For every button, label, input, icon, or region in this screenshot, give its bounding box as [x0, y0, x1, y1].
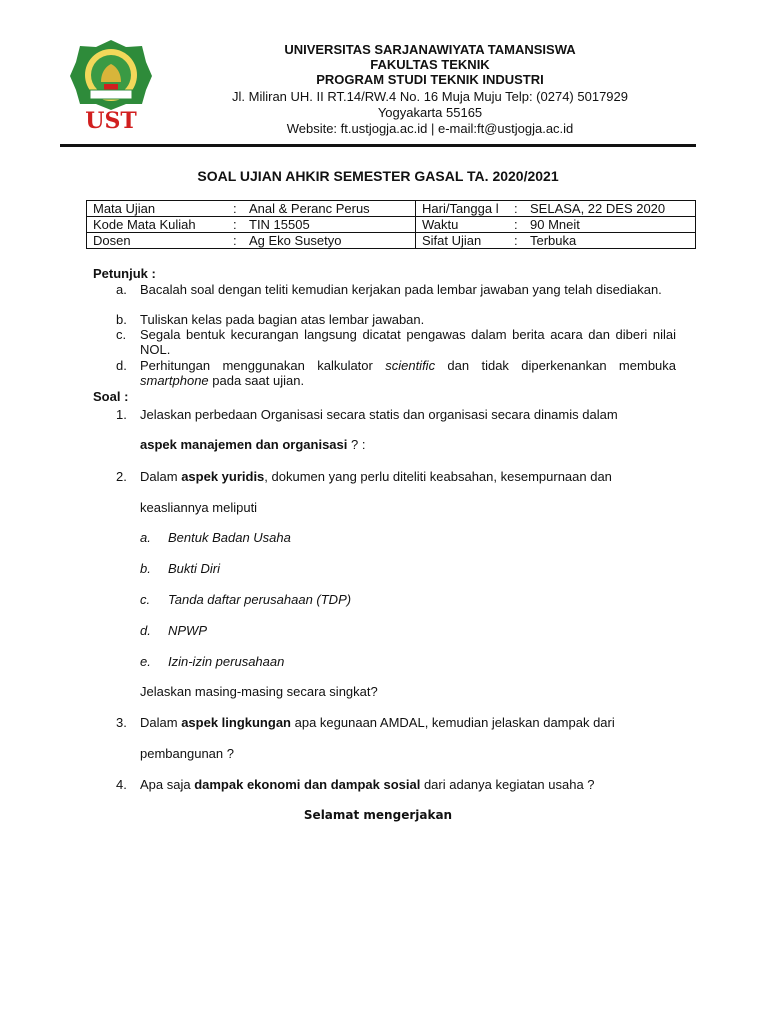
info-value: Ag Eko Susetyo — [249, 233, 342, 248]
instruction-marker: c. — [116, 327, 127, 342]
header-divider — [60, 144, 696, 147]
city: Yogyakarta 55165 — [377, 105, 483, 120]
question-1-line-2: aspek manajemen dan organisasi ? : — [140, 437, 366, 452]
info-key: Kode Mata Kuliah — [93, 217, 196, 232]
info-colon: : — [233, 233, 237, 248]
university-logo — [68, 38, 154, 134]
instruction-marker: a. — [116, 282, 127, 297]
exam-info-table — [86, 200, 696, 249]
instruction-text: Perhitungan menggunakan kalkulator scientific dan tidak diperkenankan membuka smartphone pada saat ujian. — [140, 358, 677, 388]
info-colon: : — [514, 233, 518, 248]
question-2-line-2: keasliannya meliputi — [140, 500, 258, 515]
instruction-marker: b. — [116, 312, 127, 327]
question-3 — [116, 715, 676, 730]
question-text: Dalam aspek yuridis, dokumen yang perlu diteliti keabsahan, kesempurnaan dan — [140, 469, 612, 484]
info-row — [87, 201, 696, 217]
instruction-item — [116, 282, 676, 297]
website: Website: ft.ustjogja.ac.id | e-mail:ft@ustjogja.ac.id — [286, 121, 574, 136]
info-colon: : — [233, 201, 237, 216]
sub-item: c. Tanda daftar perusahaan (TDP) — [140, 592, 352, 607]
info-value: TIN 15505 — [249, 217, 310, 232]
question-3-line-2: pembangunan ? — [140, 746, 234, 761]
instruction-marker: d. — [116, 358, 127, 373]
info-key: Mata Ujian — [93, 201, 156, 216]
instructions-label: Petunjuk : — [93, 266, 156, 281]
sub-item: b. Bukti Diri — [140, 561, 221, 576]
info-row — [87, 217, 696, 233]
instruction-text: Bacalah soal dengan teliti kemudian kerjakan pada lembar jawaban yang telah disediakan. — [140, 282, 662, 297]
sub-item: d. NPWP — [140, 623, 207, 638]
instruction-text: Tuliskan kelas pada bagian atas lembar jawaban. — [140, 312, 425, 327]
info-value: SELASA, 22 DES 2020 — [530, 201, 666, 216]
closing-text: Selamat mengerjakan — [303, 808, 453, 822]
question-marker: 3. — [116, 715, 127, 730]
faculty-name: FAKULTAS TEKNIK — [370, 57, 490, 72]
instruction-item — [116, 327, 676, 357]
address: Jl. Miliran UH. II RT.14/RW.4 No. 16 Muja Muju Telp: (0274) 5017929 — [232, 89, 628, 104]
program-name: PROGRAM STUDI TEKNIK INDUSTRI — [316, 72, 544, 87]
instruction-item — [116, 358, 676, 388]
questions-label: Soal : — [93, 389, 129, 404]
question-2-closing: Jelaskan masing-masing secara singkat? — [140, 684, 378, 699]
question-2 — [116, 469, 676, 484]
info-colon: : — [233, 217, 237, 232]
question-marker: 1. — [116, 407, 127, 422]
exam-title: SOAL UJIAN AHKIR SEMESTER GASAL TA. 2020/2021 — [197, 168, 559, 184]
question-text: Jelaskan perbedaan Organisasi secara statis dan organisasi secara dinamis dalam — [140, 407, 618, 422]
logo-text: UST — [85, 108, 137, 134]
question-text: Apa saja dampak ekonomi dan dampak sosial dari adanya kegiatan usaha ? — [140, 777, 595, 792]
sub-item: a. Bentuk Badan Usaha — [140, 530, 291, 545]
info-value: Terbuka — [530, 233, 577, 248]
info-key: Sifat Ujian — [422, 233, 482, 248]
info-value: 90 Mneit — [530, 217, 580, 232]
question-marker: 2. — [116, 469, 127, 484]
instruction-text: Segala bentuk kecurangan langsung dicatat pengawas dalam berita acara dan diberi nilai NOL. — [140, 327, 676, 357]
info-key: Hari/Tangga l — [422, 201, 499, 216]
question-marker: 4. — [116, 777, 127, 792]
university-name: UNIVERSITAS SARJANAWIYATA TAMANSISWA — [284, 42, 576, 57]
info-key: Waktu — [422, 217, 459, 232]
sub-item: e. Izin-izin perusahaan — [140, 654, 285, 669]
question-text: Dalam aspek lingkungan apa kegunaan AMDAL, kemudian jelaskan dampak dari — [140, 715, 615, 730]
info-value: Anal & Peranc Perus — [249, 201, 370, 216]
info-key: Dosen — [93, 233, 131, 248]
instruction-item — [116, 312, 676, 327]
question-4 — [116, 777, 676, 792]
question-1 — [116, 407, 676, 422]
info-colon: : — [514, 201, 518, 216]
info-colon: : — [514, 217, 518, 232]
info-row — [87, 233, 696, 249]
